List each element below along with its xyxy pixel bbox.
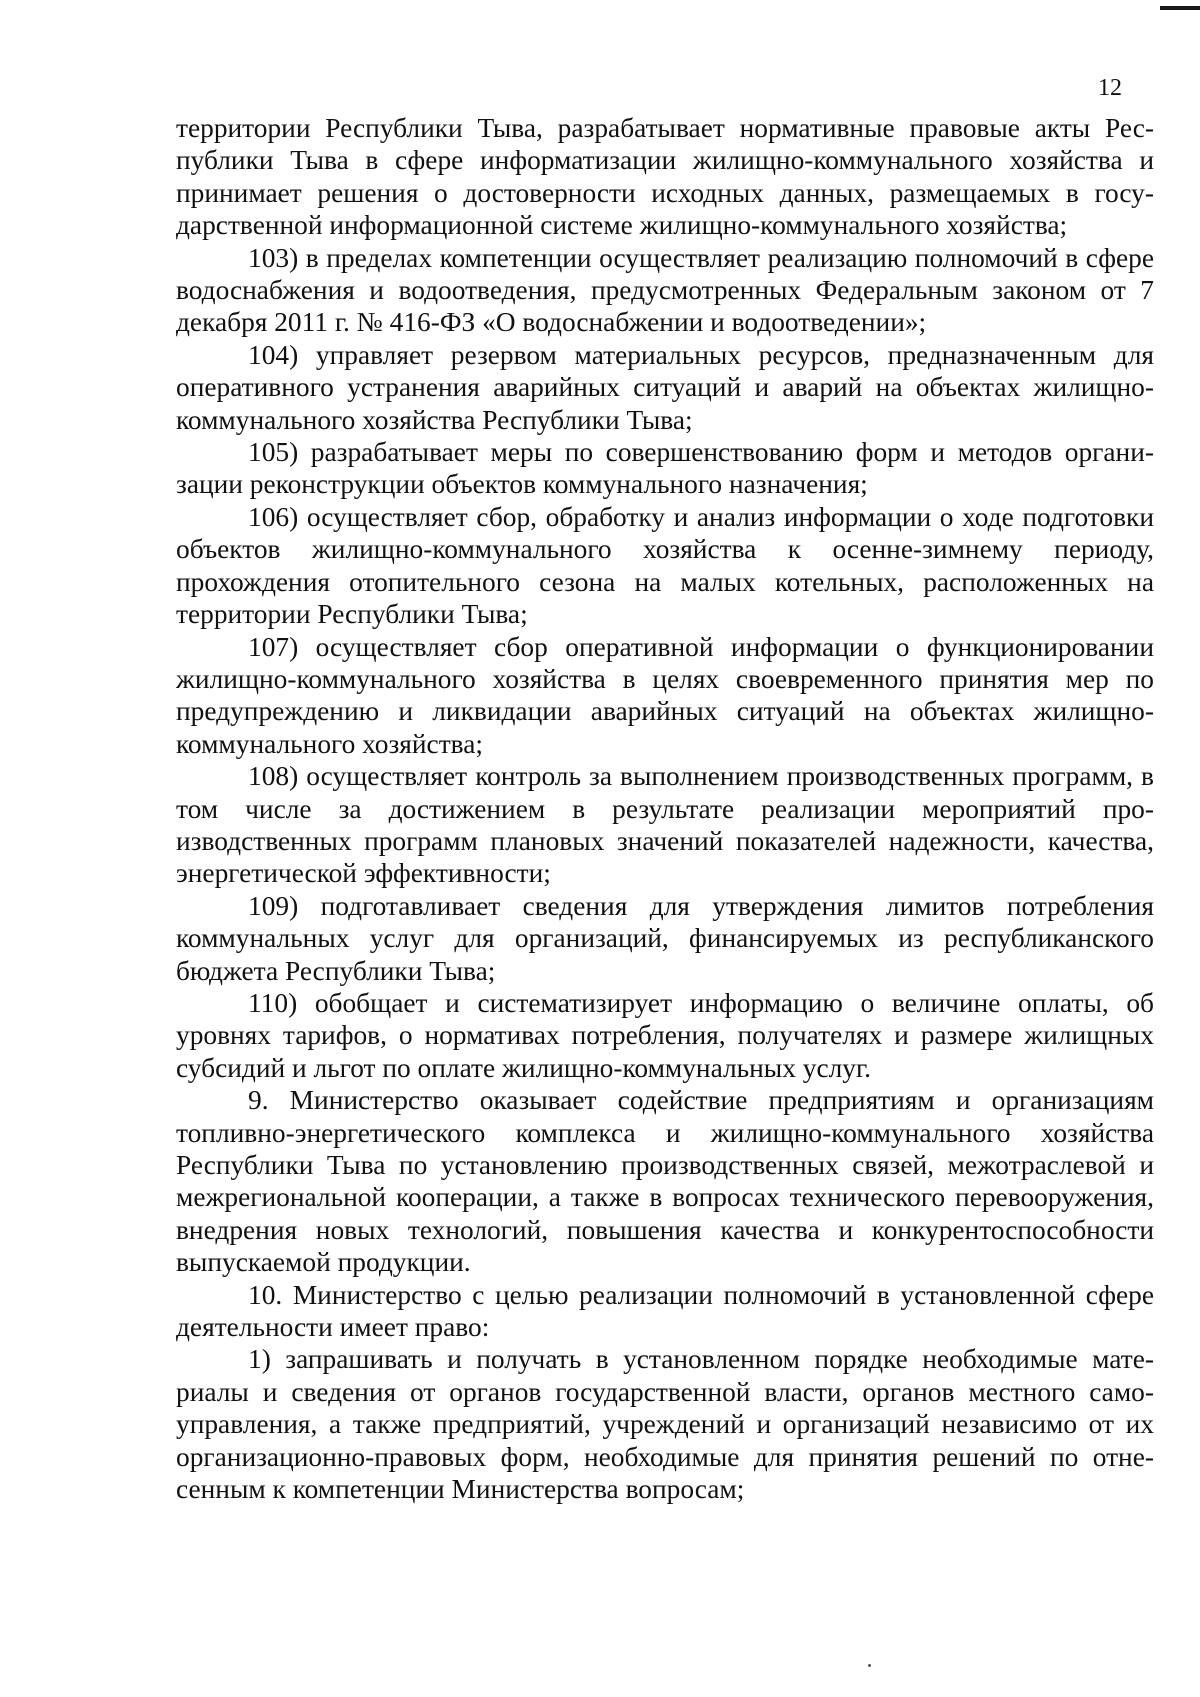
- page-number: 12: [1098, 75, 1122, 101]
- paragraph-item-110: 110) обобщает и систематизирует информацию о величине оплаты, об уровнях тарифов, о нормативах потребления, получателях и размере жилищных субсидий и льгот по оплате жилищно-коммунальных услуг.: [176, 987, 1154, 1083]
- scan-edge-mark: [1160, 6, 1200, 10]
- scan-speck: [868, 1664, 871, 1667]
- paragraph-item-104: 104) управляет резервом материальных ресурсов, предназначенным для оперативного устранения аварийных ситуаций и аварий на объектах жилищно-коммунального хозяйства Республики Тыва;: [176, 339, 1154, 435]
- document-body: [176, 112, 1154, 1505]
- paragraph-section-9: 9. Министерство оказывает содействие предприятиям и организациям топливно-энергетического комплекса и жилищно-коммунального хозяйства Республики Тыва по установлению производственных связей, межотраслевой и межрегиональной кооперации, а также в вопросах технического перевооружения, внедрения новых технологий, повышения качества и конкурентоспособности выпускаемой продукции.: [176, 1085, 1154, 1278]
- paragraph-item-106: 106) осуществляет сбор, обработку и анализ информации о ходе подготовки объектов жилищно-коммунального хозяйства к осенне-зимнему периоду, прохождения отопительного сезона на малых котельных, расположенных на территории Республики Тыва;: [176, 501, 1154, 630]
- paragraph-item-107: 107) осуществляет сбор оперативной информации о функционировании жилищно-коммунального хозяйства в целях своевременного принятия мер по предупреждению и ликвидации аварийных ситуаций на объектах жилищно-коммунального хозяйства;: [176, 631, 1154, 759]
- paragraph-item-108: 108) осуществляет контроль за выполнением производственных программ, в том числе за достижением в результате реализации мероприятий производственных программ плановых значений показателей надежности, качества, энергетической эффективности;: [176, 761, 1154, 889]
- paragraph-right-1: 1) запрашивать и получать в установленном порядке необходимые материалы и сведения от органов государственной власти, органов местного самоуправления, а также предприятий, учреждений и организаций независимо от их организационно-правовых форм, необходимые для принятия решений по отнесенным к компетенции Министерства вопросам;: [176, 1344, 1154, 1505]
- paragraph-continued: территории Республики Тыва, разрабатывает нормативные правовые акты Республики Тыва в сфере информатизации жилищно-коммунального хозяйства и принимает решения о достоверности исходных данных, размещаемых в государственной информационной системе жилищно-коммунального хозяйства;: [176, 113, 1154, 241]
- paragraph-item-105: 105) разрабатывает меры по совершенствованию форм и методов организации реконструкции объектов коммунального назначения;: [176, 437, 1154, 500]
- paragraph-item-103: 103) в пределах компетенции осуществляет реализацию полномочий в сфере водоснабжения и водоотведения, предусмотренных Федеральным законом от 7 декабря 2011 г. № 416-ФЗ «О водоснабжении и водоотведении»;: [176, 242, 1154, 338]
- paragraph-item-109: 109) подготавливает сведения для утверждения лимитов потребления коммунальных услуг для организаций, финансируемых из республиканского бюджета Республики Тыва;: [176, 890, 1154, 986]
- paragraph-section-10: 10. Министерство с целью реализации полномочий в установленной сфере деятельности имеет право:: [176, 1279, 1154, 1343]
